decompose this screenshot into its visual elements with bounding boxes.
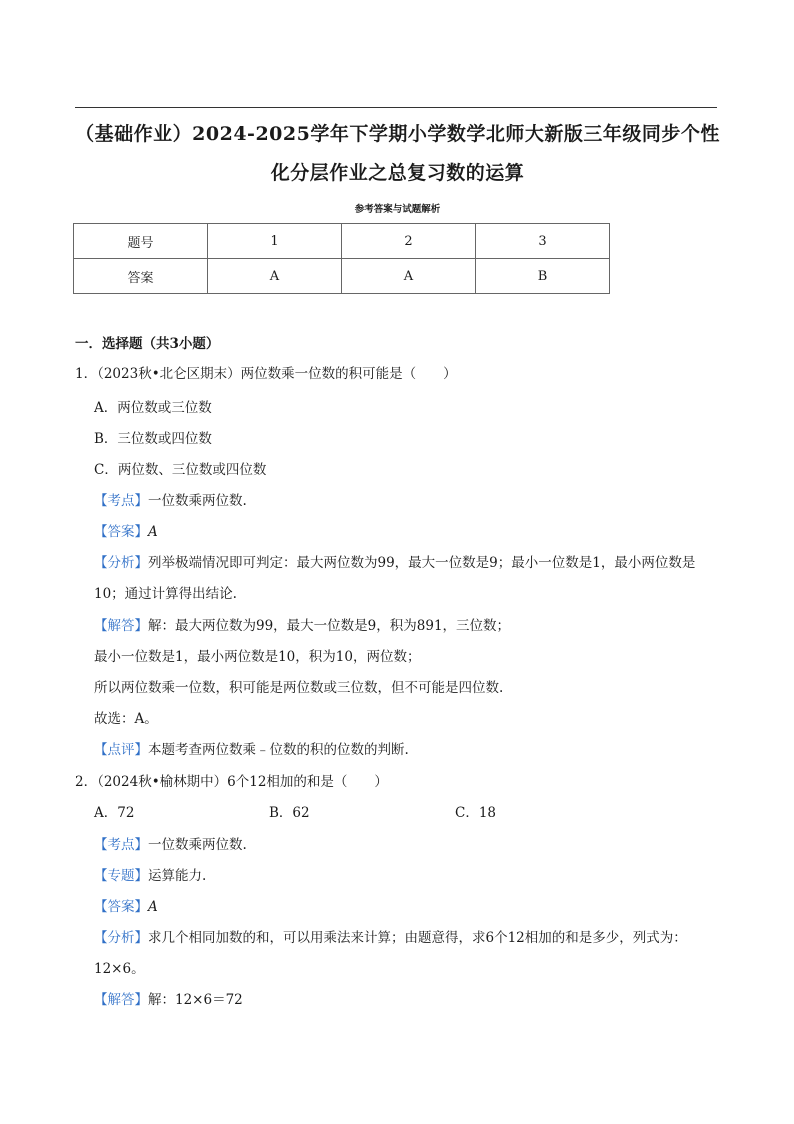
answer-tag: 【答案】 bbox=[94, 524, 148, 540]
table-cell: 答案 bbox=[74, 259, 208, 294]
q2-fenxi-line2: 12×6。 bbox=[94, 961, 145, 977]
q1-answer bbox=[94, 520, 158, 540]
q1-jieda-line4: 故选：A。 bbox=[94, 711, 158, 727]
q2-kaodian bbox=[94, 833, 247, 853]
jieda-text: 解：最大两位数为99，最大一位数是9，积为891，三位数； bbox=[148, 618, 511, 634]
q2-answer bbox=[94, 895, 158, 915]
q2-option-c: C．18 bbox=[455, 805, 497, 821]
q2-jieda-line1 bbox=[94, 988, 243, 1008]
jieda-text: 解：12×6＝72 bbox=[148, 992, 243, 1008]
table-cell: 题号 bbox=[74, 224, 208, 259]
q1-option-b: B．三位数或四位数 bbox=[94, 431, 212, 447]
q1-jieda-line3: 所以两位数乘一位数，积可能是两位数或三位数，但不可能是四位数. bbox=[94, 680, 504, 696]
zhuanti-text: 运算能力. bbox=[148, 868, 207, 884]
q1-stem: 1．（2023秋•北仑区期末）两位数乘一位数的积可能是（ ） bbox=[75, 366, 457, 382]
answer-table bbox=[73, 223, 610, 294]
fenxi-tag: 【分析】 bbox=[94, 555, 148, 571]
kaodian-tag: 【考点】 bbox=[94, 493, 148, 509]
q1-jieda-line1 bbox=[94, 614, 510, 634]
q1-fenxi-line2: 10；通过计算得出结论. bbox=[94, 586, 237, 602]
fenxi-tag: 【分析】 bbox=[94, 930, 148, 946]
q1-kaodian bbox=[94, 489, 247, 509]
doc-subtitle: 参考答案与试题解析 bbox=[354, 204, 441, 215]
q1-option-a: A．两位数或三位数 bbox=[94, 400, 212, 416]
q1-jieda-line2: 最小一位数是1，最小两位数是10，积为10，两位数； bbox=[94, 649, 421, 665]
doc-title-line2: 化分层作业之总复习数的运算 bbox=[270, 162, 525, 184]
jieda-tag: 【解答】 bbox=[94, 992, 148, 1008]
answer-text: A bbox=[148, 899, 158, 915]
doc-title-line1: （基础作业）2024-2025学年下学期小学数学北师大新版三年级同步个性 bbox=[75, 123, 720, 145]
fenxi-text: 列举极端情况即可判定：最大两位数为99，最大一位数是9；最小一位数是1，最小两位数是 bbox=[148, 555, 696, 571]
table-cell: B bbox=[476, 259, 610, 294]
section-heading: 一．选择题（共3小题） bbox=[75, 336, 220, 352]
table-cell: 3 bbox=[476, 224, 610, 259]
dianping-text: 本题考查两位数乘﹣位数的积的位数的判断. bbox=[148, 742, 409, 758]
table-cell: 1 bbox=[208, 224, 342, 259]
header-rule bbox=[75, 107, 717, 108]
dianping-tag: 【点评】 bbox=[94, 742, 148, 758]
table-row bbox=[74, 224, 610, 259]
kaodian-text: 一位数乘两位数. bbox=[148, 493, 247, 509]
zhuanti-tag: 【专题】 bbox=[94, 868, 148, 884]
q2-stem: 2．（2024秋•榆林期中）6个12相加的和是（ ） bbox=[75, 774, 388, 790]
q2-zhuanti bbox=[94, 864, 206, 884]
q1-option-c: C．两位数、三位数或四位数 bbox=[94, 462, 267, 478]
kaodian-tag: 【考点】 bbox=[94, 837, 148, 853]
table-row bbox=[74, 259, 610, 294]
table-cell: 2 bbox=[342, 224, 476, 259]
q1-dianping bbox=[94, 738, 409, 758]
answer-text: A bbox=[148, 524, 158, 540]
fenxi-text: 求几个相同加数的和，可以用乘法来计算；由题意得，求6个12相加的和是多少，列式为： bbox=[148, 930, 687, 946]
table-cell: A bbox=[208, 259, 342, 294]
jieda-tag: 【解答】 bbox=[94, 618, 148, 634]
q2-option-b: B．62 bbox=[269, 805, 310, 821]
q1-fenxi-line1 bbox=[94, 551, 695, 571]
answer-tag: 【答案】 bbox=[94, 899, 148, 915]
kaodian-text: 一位数乘两位数. bbox=[148, 837, 247, 853]
q2-fenxi-line1 bbox=[94, 926, 687, 946]
table-cell: A bbox=[342, 259, 476, 294]
q2-option-a: A．72 bbox=[94, 805, 135, 821]
